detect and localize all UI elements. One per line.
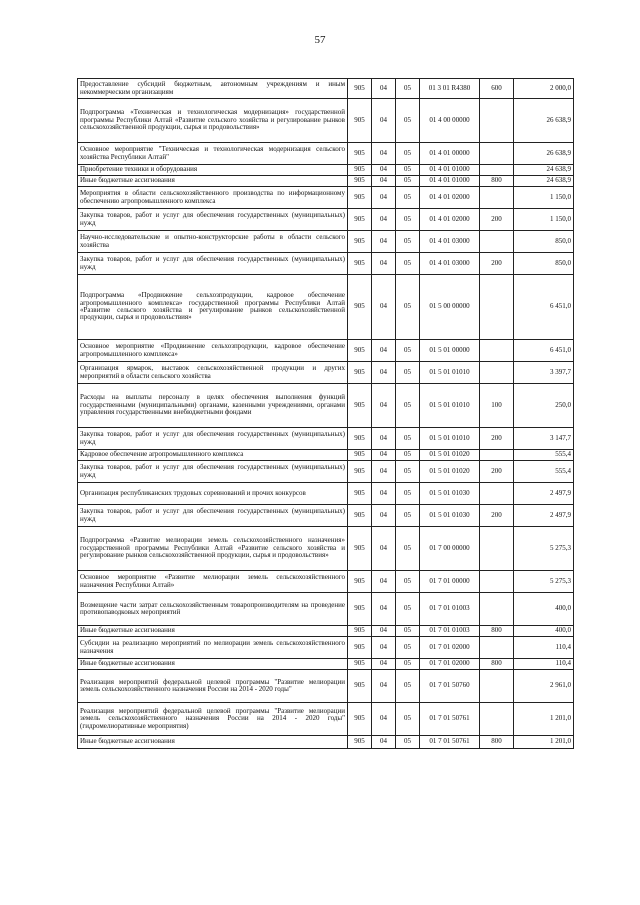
row-name: Закупка товаров, работ и услуг для обеспечения государственных (муниципальных) нужд — [78, 505, 348, 527]
row-subsection-code: 05 — [396, 187, 420, 209]
row-expense-type — [480, 143, 514, 165]
row-subsection-code: 05 — [396, 428, 420, 450]
row-target-article: 01 7 01 50761 — [420, 703, 480, 736]
row-subsection-code: 05 — [396, 659, 420, 670]
row-ved-code: 905 — [348, 231, 372, 253]
row-expense-type — [480, 637, 514, 659]
table-row — [78, 703, 574, 736]
row-ved-code: 905 — [348, 670, 372, 703]
row-name: Иные бюджетные ассигнования — [78, 176, 348, 187]
row-section-code: 04 — [372, 143, 396, 165]
row-target-article: 01 5 01 00000 — [420, 340, 480, 362]
row-expense-type — [480, 571, 514, 593]
row-target-article: 01 5 01 01010 — [420, 362, 480, 384]
row-subsection-code: 05 — [396, 450, 420, 461]
row-section-code: 04 — [372, 659, 396, 670]
row-subsection-code: 05 — [396, 209, 420, 231]
row-subsection-code: 05 — [396, 637, 420, 659]
row-section-code: 04 — [372, 571, 396, 593]
table-row — [78, 165, 574, 176]
row-subsection-code: 05 — [396, 593, 420, 626]
row-ved-code: 905 — [348, 187, 372, 209]
row-sum: 24 638,9 — [514, 165, 574, 176]
row-section-code: 04 — [372, 527, 396, 571]
table-row — [78, 571, 574, 593]
row-section-code: 04 — [372, 384, 396, 428]
row-section-code: 04 — [372, 670, 396, 703]
table-row — [78, 505, 574, 527]
row-section-code: 04 — [372, 483, 396, 505]
row-section-code: 04 — [372, 231, 396, 253]
table-row — [78, 593, 574, 626]
row-expense-type: 200 — [480, 428, 514, 450]
row-ved-code: 905 — [348, 99, 372, 143]
row-expense-type: 200 — [480, 209, 514, 231]
row-sum: 400,0 — [514, 593, 574, 626]
row-expense-type — [480, 670, 514, 703]
row-name: Субсидии на реализацию мероприятий по мелиорации земель сельскохозяйственного назначения — [78, 637, 348, 659]
row-target-article: 01 4 01 02000 — [420, 209, 480, 231]
row-section-code: 04 — [372, 593, 396, 626]
row-sum: 26 638,9 — [514, 99, 574, 143]
table-row — [78, 527, 574, 571]
row-sum: 400,0 — [514, 626, 574, 637]
row-name: Основное мероприятие "Техническая и технологическая модернизация сельского хозяйства Республики Алтай" — [78, 143, 348, 165]
row-subsection-code: 05 — [396, 571, 420, 593]
row-expense-type: 200 — [480, 461, 514, 483]
row-subsection-code: 05 — [396, 527, 420, 571]
row-expense-type: 800 — [480, 626, 514, 637]
row-sum: 26 638,9 — [514, 143, 574, 165]
row-ved-code: 905 — [348, 253, 372, 275]
table-row — [78, 253, 574, 275]
table-row — [78, 384, 574, 428]
row-subsection-code: 05 — [396, 79, 420, 99]
row-expense-type: 800 — [480, 736, 514, 749]
row-ved-code: 905 — [348, 571, 372, 593]
row-ved-code: 905 — [348, 505, 372, 527]
table-row — [78, 231, 574, 253]
row-sum: 2 497,9 — [514, 505, 574, 527]
row-section-code: 04 — [372, 275, 396, 340]
row-name: Организация республиканских трудовых соревнований и прочих конкурсов — [78, 483, 348, 505]
row-section-code: 04 — [372, 209, 396, 231]
row-target-article: 01 3 01 R4380 — [420, 79, 480, 99]
row-subsection-code: 05 — [396, 340, 420, 362]
row-ved-code: 905 — [348, 275, 372, 340]
row-sum: 2 000,0 — [514, 79, 574, 99]
row-section-code: 04 — [372, 450, 396, 461]
row-section-code: 04 — [372, 736, 396, 749]
row-ved-code: 905 — [348, 637, 372, 659]
table-row — [78, 79, 574, 99]
row-target-article: 01 4 00 00000 — [420, 99, 480, 143]
row-expense-type — [480, 340, 514, 362]
table-row — [78, 626, 574, 637]
row-subsection-code: 05 — [396, 483, 420, 505]
row-sum: 555,4 — [514, 450, 574, 461]
row-name: Организация ярмарок, выставок сельскохозяйственной продукции и других мероприятий в области сельского хозяйства — [78, 362, 348, 384]
row-name: Подпрограмма «Развитие мелиорации земель сельскохозяйственного назначения» государственной программы Республики Алтай «Развитие сельского хозяйства и регулирование рынков сельскохозяйственной продукции, сырья и продовольствия» — [78, 527, 348, 571]
row-ved-code: 905 — [348, 483, 372, 505]
budget-table — [77, 78, 574, 749]
row-sum: 250,0 — [514, 384, 574, 428]
row-sum: 6 451,0 — [514, 275, 574, 340]
row-target-article: 01 7 01 01003 — [420, 626, 480, 637]
row-subsection-code: 05 — [396, 275, 420, 340]
row-subsection-code: 05 — [396, 384, 420, 428]
row-expense-type — [480, 187, 514, 209]
row-name: Подпрограмма «Техническая и технологическая модернизация» государственной программы Республики Алтай «Развитие сельского хозяйства и регулирование рынков сельскохозяйственной продукции, сырья и продовольствия» — [78, 99, 348, 143]
table-row — [78, 450, 574, 461]
row-section-code: 04 — [372, 99, 396, 143]
row-target-article: 01 7 01 50761 — [420, 736, 480, 749]
row-ved-code: 905 — [348, 703, 372, 736]
row-expense-type — [480, 450, 514, 461]
row-expense-type — [480, 362, 514, 384]
table-row — [78, 143, 574, 165]
row-sum: 110,4 — [514, 659, 574, 670]
row-subsection-code: 05 — [396, 461, 420, 483]
row-section-code: 04 — [372, 505, 396, 527]
row-expense-type: 800 — [480, 176, 514, 187]
row-sum: 1 150,0 — [514, 187, 574, 209]
page-number: 57 — [314, 34, 326, 46]
row-target-article: 01 4 01 03000 — [420, 253, 480, 275]
row-subsection-code: 05 — [396, 165, 420, 176]
row-sum: 850,0 — [514, 253, 574, 275]
row-target-article: 01 4 01 01000 — [420, 165, 480, 176]
row-name: Расходы на выплаты персоналу в целях обеспечения выполнения функций государственными (муниципальными) органами, казенными учреждениями, органами управления государственными внебюджетными фондами — [78, 384, 348, 428]
row-section-code: 04 — [372, 176, 396, 187]
row-subsection-code: 05 — [396, 703, 420, 736]
row-expense-type — [480, 703, 514, 736]
row-sum: 6 451,0 — [514, 340, 574, 362]
row-section-code: 04 — [372, 340, 396, 362]
row-ved-code: 905 — [348, 384, 372, 428]
row-expense-type: 600 — [480, 79, 514, 99]
row-target-article: 01 7 01 00000 — [420, 571, 480, 593]
row-expense-type — [480, 483, 514, 505]
row-target-article: 01 7 01 01003 — [420, 593, 480, 626]
row-ved-code: 905 — [348, 209, 372, 231]
row-expense-type — [480, 231, 514, 253]
row-target-article: 01 5 01 01020 — [420, 450, 480, 461]
row-name: Закупка товаров, работ и услуг для обеспечения государственных (муниципальных) нужд — [78, 209, 348, 231]
row-subsection-code: 05 — [396, 231, 420, 253]
row-sum: 1 201,0 — [514, 703, 574, 736]
row-sum: 2 497,9 — [514, 483, 574, 505]
row-section-code: 04 — [372, 165, 396, 176]
row-name: Реализация мероприятий федеральной целевой программы "Развитие мелиорации земель сельскохозяйственного назначения России на 2014 - 2020 годы" — [78, 670, 348, 703]
row-target-article: 01 4 01 01000 — [420, 176, 480, 187]
row-section-code: 04 — [372, 637, 396, 659]
row-name: Предоставление субсидий бюджетным, автономным учреждениям и иным некоммерческим организациям — [78, 79, 348, 99]
row-expense-type: 100 — [480, 384, 514, 428]
row-subsection-code: 05 — [396, 143, 420, 165]
row-ved-code: 905 — [348, 143, 372, 165]
row-section-code: 04 — [372, 626, 396, 637]
row-section-code: 04 — [372, 187, 396, 209]
row-ved-code: 905 — [348, 736, 372, 749]
row-expense-type: 800 — [480, 659, 514, 670]
row-target-article: 01 5 01 01020 — [420, 461, 480, 483]
row-sum: 3 397,7 — [514, 362, 574, 384]
row-name: Кадровое обеспечение агропромышленного комплекса — [78, 450, 348, 461]
row-subsection-code: 05 — [396, 362, 420, 384]
table-row — [78, 340, 574, 362]
row-expense-type: 200 — [480, 505, 514, 527]
row-sum: 555,4 — [514, 461, 574, 483]
row-target-article: 01 5 01 01030 — [420, 483, 480, 505]
row-section-code: 04 — [372, 253, 396, 275]
row-ved-code: 905 — [348, 626, 372, 637]
row-expense-type — [480, 99, 514, 143]
row-sum: 850,0 — [514, 231, 574, 253]
row-expense-type: 200 — [480, 253, 514, 275]
row-target-article: 01 5 01 01010 — [420, 384, 480, 428]
row-target-article: 01 7 01 02000 — [420, 637, 480, 659]
row-name: Иные бюджетные ассигнования — [78, 736, 348, 749]
row-subsection-code: 05 — [396, 99, 420, 143]
row-name: Приобретение техники и оборудования — [78, 165, 348, 176]
row-sum: 5 275,3 — [514, 571, 574, 593]
table-row — [78, 659, 574, 670]
row-sum: 24 638,9 — [514, 176, 574, 187]
table-row — [78, 99, 574, 143]
row-target-article: 01 7 00 00000 — [420, 527, 480, 571]
table-row — [78, 670, 574, 703]
row-name: Основное мероприятие «Продвижение сельхозпродукции, кадровое обеспечение агропромышленного комплекса» — [78, 340, 348, 362]
row-ved-code: 905 — [348, 165, 372, 176]
table-row — [78, 428, 574, 450]
row-subsection-code: 05 — [396, 253, 420, 275]
table-row — [78, 187, 574, 209]
row-target-article: 01 4 01 02000 — [420, 187, 480, 209]
row-ved-code: 905 — [348, 79, 372, 99]
row-target-article: 01 5 01 01010 — [420, 428, 480, 450]
row-ved-code: 905 — [348, 362, 372, 384]
row-section-code: 04 — [372, 362, 396, 384]
row-sum: 1 201,0 — [514, 736, 574, 749]
row-name: Научно-исследовательские и опытно-конструкторские работы в области сельского хозяйства — [78, 231, 348, 253]
table-row — [78, 483, 574, 505]
table-row — [78, 209, 574, 231]
row-name: Иные бюджетные ассигнования — [78, 659, 348, 670]
row-expense-type — [480, 527, 514, 571]
table-row — [78, 461, 574, 483]
row-subsection-code: 05 — [396, 736, 420, 749]
row-ved-code: 905 — [348, 450, 372, 461]
table-row — [78, 275, 574, 340]
table-row — [78, 362, 574, 384]
row-name: Закупка товаров, работ и услуг для обеспечения государственных (муниципальных) нужд — [78, 461, 348, 483]
row-ved-code: 905 — [348, 593, 372, 626]
row-subsection-code: 05 — [396, 670, 420, 703]
row-subsection-code: 05 — [396, 176, 420, 187]
row-name: Реализация мероприятий федеральной целевой программы "Развитие мелиорации земель сельскохозяйственного назначения России на 2014 - 2020 годы" (гидромелиоративные мероприятия) — [78, 703, 348, 736]
row-name: Возмещение части затрат сельскохозяйственным товаропроизводителям на проведение противопаводковых мероприятий — [78, 593, 348, 626]
row-sum: 1 150,0 — [514, 209, 574, 231]
row-ved-code: 905 — [348, 659, 372, 670]
table-row — [78, 176, 574, 187]
row-section-code: 04 — [372, 461, 396, 483]
row-sum: 3 147,7 — [514, 428, 574, 450]
row-subsection-code: 05 — [396, 505, 420, 527]
row-ved-code: 905 — [348, 340, 372, 362]
row-subsection-code: 05 — [396, 626, 420, 637]
row-name: Основное мероприятие «Развитие мелиорации земель сельскохозяйственного назначения Республики Алтай» — [78, 571, 348, 593]
table-body — [78, 79, 574, 749]
row-ved-code: 905 — [348, 428, 372, 450]
row-section-code: 04 — [372, 79, 396, 99]
table-row — [78, 637, 574, 659]
table-row — [78, 736, 574, 749]
row-expense-type — [480, 275, 514, 340]
row-target-article: 01 7 01 02000 — [420, 659, 480, 670]
row-expense-type — [480, 593, 514, 626]
row-name: Мероприятия в области сельскохозяйственного производства по информационному обеспечению агропромышленного комплекса — [78, 187, 348, 209]
row-ved-code: 905 — [348, 176, 372, 187]
row-ved-code: 905 — [348, 527, 372, 571]
row-name: Подпрограмма «Продвижение сельхозпродукции, кадровое обеспечение агропромышленного комплекса» государственной программы Республики Алтай «Развитие сельского хозяйства и регулирование рынков сельскохозяйственной продукции, сырья и продовольствия» — [78, 275, 348, 340]
row-name: Закупка товаров, работ и услуг для обеспечения государственных (муниципальных) нужд — [78, 253, 348, 275]
row-target-article: 01 7 01 50760 — [420, 670, 480, 703]
row-sum: 2 961,0 — [514, 670, 574, 703]
row-target-article: 01 4 01 00000 — [420, 143, 480, 165]
row-sum: 110,4 — [514, 637, 574, 659]
row-ved-code: 905 — [348, 461, 372, 483]
row-target-article: 01 5 01 01030 — [420, 505, 480, 527]
row-name: Закупка товаров, работ и услуг для обеспечения государственных (муниципальных) нужд — [78, 428, 348, 450]
row-expense-type — [480, 165, 514, 176]
row-target-article: 01 4 01 03000 — [420, 231, 480, 253]
row-name: Иные бюджетные ассигнования — [78, 626, 348, 637]
row-target-article: 01 5 00 00000 — [420, 275, 480, 340]
row-sum: 5 275,3 — [514, 527, 574, 571]
row-section-code: 04 — [372, 703, 396, 736]
row-section-code: 04 — [372, 428, 396, 450]
